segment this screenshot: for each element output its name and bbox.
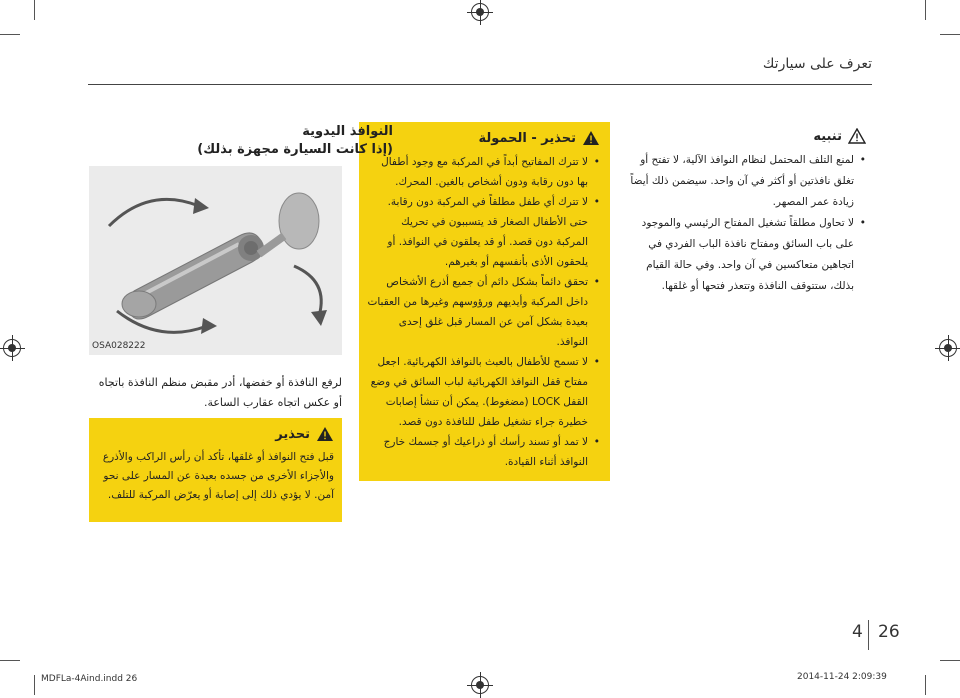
warning-triangle-icon bbox=[316, 426, 334, 442]
warning-box-windows bbox=[89, 418, 342, 522]
chapter-number: 4 bbox=[852, 622, 863, 642]
crop-mark bbox=[34, 675, 35, 695]
warning-item: • لا تترك أي طفل مطلقاً في المركبة دون رقابة. حتى الأطفال الصغار قد يتسببون في تحريك المركبة دون قصد. أو قد يعلقون في النوافذ. أو يلحقون الأذى بأنفسهم أو بغيرهم. bbox=[367, 192, 600, 272]
crop-mark bbox=[925, 675, 926, 695]
crop-mark bbox=[925, 0, 926, 20]
print-slug-file: MDFLa-4Aind.indd 26 bbox=[41, 674, 138, 684]
crop-mark bbox=[940, 34, 960, 35]
warning-item: • لا تسمح للأطفال بالعبث بالنوافذ الكهربائية. اجعل مفتاح قفل النوافذ الكهربائية لباب السائق في وضع القفل LOCK (مضغوط). يمكن أن تنشأ إصابات خطيرة جراء تشغيل طفل للنافذة دون قصد. bbox=[367, 352, 600, 432]
chapter-title: تعرف على سيارتك bbox=[762, 56, 872, 72]
registration-mark-icon bbox=[3, 339, 21, 357]
window-crank-illustration bbox=[89, 166, 342, 355]
caution-title: تنبيه bbox=[813, 128, 842, 144]
caution-triangle-icon bbox=[848, 128, 866, 144]
figure-code: OSA028222 bbox=[92, 341, 146, 351]
body-paragraph: لرفع النافذة أو خفضها، أدر مقبض منظم النافذة باتجاه أو عكس اتجاه عقارب الساعة. bbox=[98, 376, 342, 409]
caution-heading bbox=[626, 128, 866, 144]
crop-mark bbox=[940, 660, 960, 661]
warning-heading bbox=[367, 130, 600, 146]
warning-item: • تحقق دائماً بشكل دائم أن جميع أذرع الأشخاص داخل المركبة وأيديهم ورؤوسهم وغيرها من العقبات بعيدة بشكل آمن عن المسار قبل غلق إحدى النوافذ. bbox=[367, 272, 600, 352]
registration-mark-icon bbox=[939, 339, 957, 357]
section-title bbox=[153, 123, 393, 159]
caution-item: • لمنع التلف المحتمل لنظام النوافذ الآلية، لا تفتح أو تغلق نافذتين أو أكثر في آن واحد. سيضمن ذلك أيضاً زيادة عمر المصهر. bbox=[626, 150, 866, 213]
page-number: 26 bbox=[878, 622, 900, 642]
crop-mark bbox=[0, 34, 20, 35]
warning-item: • لا تمد أو تسند رأسك أو ذراعيك أو جسمك خارج النوافذ أثناء القيادة. bbox=[367, 432, 600, 472]
caution-item: • لا تحاول مطلقاً تشغيل المفتاح الرئيسي والموجود على باب السائق ومفتاح نافذة الباب الفردي في اتجاهين متعاكسين في آن واحد. وفي حالة القيام بذلك، ستتوقف النافذة وتتعذر فتحها أو غلقها. bbox=[626, 213, 866, 297]
section-title-line1: النوافذ اليدوية bbox=[302, 124, 393, 139]
warning-box-loading bbox=[359, 122, 610, 481]
warning-triangle-icon bbox=[582, 130, 600, 146]
warning-heading bbox=[97, 426, 334, 442]
caution-list bbox=[626, 150, 866, 297]
print-slug-date: 2014-11-24 2:09:39 bbox=[797, 672, 887, 682]
page-number-divider bbox=[868, 620, 869, 650]
warning-list bbox=[367, 152, 600, 472]
warning-title: تحذير - الحمولة bbox=[478, 130, 576, 146]
crop-mark bbox=[34, 0, 35, 20]
crop-mark bbox=[0, 660, 20, 661]
header-divider bbox=[88, 84, 872, 85]
caution-box bbox=[622, 122, 872, 297]
section-title-line2: (إذا كانت السيارة مجهزة بذلك) bbox=[197, 142, 393, 157]
registration-mark-icon bbox=[471, 676, 489, 694]
warning-item: • لا تترك المفاتيح أبداً في المركبة مع وجود أطفال بها دون رقابة ودون أشخاص بالغين. المحرك. bbox=[367, 152, 600, 192]
warning-text: قبل فتح النوافذ أو غلقها، تأكد أن رأس الراكب والأذرع والأجزاء الأخرى من جسده بعيدة عن المسار على نحو آمن. لا يؤدي ذلك إلى إصابة أو يعرّض المركبة للتلف. bbox=[102, 451, 334, 501]
window-crank-drawing bbox=[89, 166, 342, 355]
warning-title: تحذير bbox=[275, 426, 310, 442]
registration-mark-icon bbox=[471, 3, 489, 21]
